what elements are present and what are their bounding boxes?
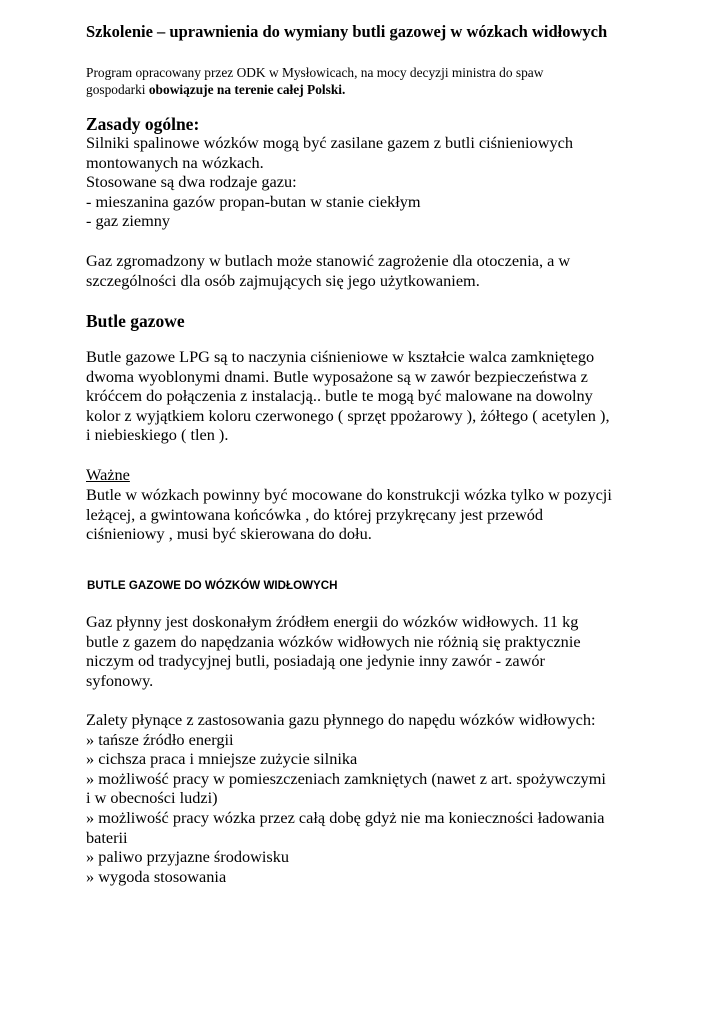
gaz-plynny-paragraph — [86, 612, 581, 690]
program-note-text: gospodarki — [86, 82, 149, 97]
paragraph-line: króćcem do połączenia z instalacją.. butle te mogą być malowane na dowolny — [86, 386, 593, 406]
zasady-paragraph — [86, 133, 573, 231]
list-intro: Zalety płynące z zastosowania gazu płynnego do napędu wózków widłowych: — [86, 710, 596, 729]
paragraph-line: Gaz płynny jest doskonałym źródłem energii do wózków widłowych. 11 kg — [86, 612, 579, 631]
document-title: Szkolenie – uprawnienia do wymiany butli gazowej w wózkach widłowych — [86, 22, 608, 41]
paragraph-line: i niebieskiego ( tlen ). — [86, 425, 229, 445]
list-item: » możliwość pracy wózka przez całą dobę gdyż nie ma konieczności ładowania — [86, 807, 605, 827]
program-note — [86, 64, 646, 98]
paragraph-line: ciśnieniowy , musi być skierowana do dołu. — [86, 524, 372, 544]
list-item: » paliwo przyjazne środowisku — [86, 847, 290, 867]
paragraph-line: Gaz zgromadzony w butlach może stanowić zagrożenie dla otoczenia, a w — [86, 251, 571, 270]
butle-paragraph — [86, 347, 610, 445]
paragraph-line: niczym od tradycyjnej butli, posiadają one jedynie inny zawór - zawór — [86, 651, 545, 671]
list-item: - gaz ziemny — [86, 211, 171, 231]
wazne-heading: Ważne — [86, 465, 130, 484]
section-heading-butle-wozki: BUTLE GAZOWE DO WÓZKÓW WIDŁOWYCH — [87, 579, 338, 592]
paragraph-line: Butle w wózkach powinny być mocowane do konstrukcji wózka tylko w pozycji — [86, 485, 612, 504]
paragraph-line: syfonowy. — [86, 670, 154, 690]
paragraph-line: dwoma wyoblonymi dnami. Butle wyposażone są w zawór bezpieczeństwa z — [86, 366, 588, 386]
paragraph-line: Butle gazowe LPG są to naczynia ciśnieniowe w kształcie walca zamkniętego — [86, 347, 595, 366]
paragraph-line: butle z gazem do napędzania wózków widłowych nie różnią się praktycznie — [86, 631, 581, 651]
section-heading-butle: Butle gazowe — [86, 311, 185, 331]
program-note-emphasis: obowiązuje na terenie całej Polski. — [148, 82, 346, 97]
list-item: » cichsza praca i mniejsze zużycie silnika — [86, 749, 358, 769]
list-item: » tańsze źródło energii — [86, 729, 234, 749]
paragraph-line: leżącej, a gwintowana końcówka , do której przykręcany jest przewód — [86, 504, 544, 524]
list-item: » możliwość pracy w pomieszczeniach zamkniętych (nawet z art. spożywczymi — [86, 768, 606, 788]
paragraph-line: szczególności dla osób zajmujących się jego użytkowaniem. — [86, 270, 480, 290]
paragraph-line: Silniki spalinowe wózków mogą być zasilane gazem z butli ciśnieniowych — [86, 133, 573, 152]
list-item-continuation: baterii — [86, 827, 128, 847]
list-item: » wygoda stosowania — [86, 866, 227, 886]
program-note-line: Program opracowany przez ODK w Mysłowicach, na mocy decyzji ministra do spaw — [86, 65, 544, 80]
program-note-line — [86, 81, 646, 98]
zalety-list — [86, 710, 606, 886]
list-item-continuation: i w obecności ludzi) — [86, 788, 218, 808]
paragraph-line: montowanych na wózkach. — [86, 152, 264, 172]
paragraph-line: Stosowane są dwa rodzaje gazu: — [86, 172, 297, 192]
list-item: - mieszanina gazów propan-butan w stanie ciekłym — [86, 191, 421, 211]
wazne-paragraph — [86, 485, 612, 544]
warning-paragraph — [86, 251, 570, 290]
paragraph-line: kolor z wyjątkiem koloru czerwonego ( sprzęt ppożarowy ), żółtego ( acetylen ), — [86, 405, 610, 425]
section-heading-zasady: Zasady ogólne: — [86, 114, 200, 134]
